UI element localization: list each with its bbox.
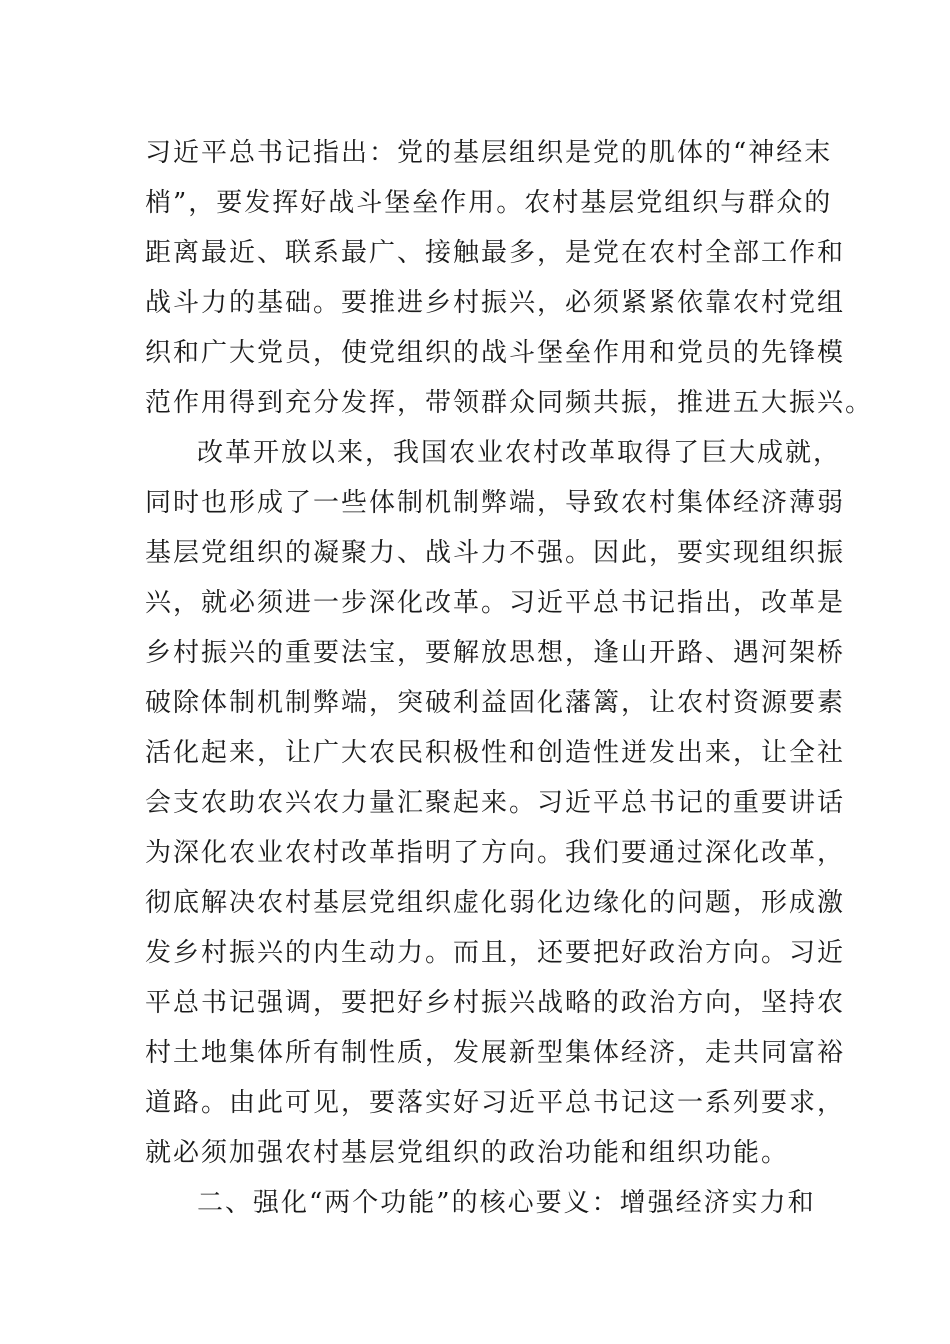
text-line: 织和广大党员，使党组织的战斗堡垒作用和党员的先锋模	[145, 338, 846, 368]
text-line: 破除体制机制弊端，突破利益固化藩篱，让农村资源要素	[145, 688, 846, 718]
text-line: 活化起来，让广大农民积极性和创造性迸发出来，让全社	[145, 738, 846, 768]
text-line: 会支农助农兴农力量汇聚起来。习近平总书记的重要讲话	[145, 788, 846, 818]
text-line: 梢”，要发挥好战斗堡垒作用。农村基层党组织与群众的	[145, 188, 833, 218]
text-line: 道路。由此可见，要落实好习近平总书记这一系列要求，	[145, 1088, 846, 1118]
text-line: 兴，就必须进一步深化改革。习近平总书记指出，改革是	[145, 588, 846, 618]
text-line: 村土地集体所有制性质，发展新型集体经济，走共同富裕	[145, 1038, 846, 1068]
text-line: 就必须加强农村基层党组织的政治功能和组织功能。	[145, 1138, 790, 1168]
text-line: 基层党组织的凝聚力、战斗力不强。因此，要实现组织振	[145, 538, 846, 568]
text-line: 同时也形成了一些体制机制弊端，导致农村集体经济薄弱	[145, 488, 846, 518]
text-line: 发乡村振兴的内生动力。而且，还要把好政治方向。习近	[145, 938, 846, 968]
text-line: 习近平总书记指出：党的基层组织是党的肌体的“神经末	[145, 138, 833, 168]
text-line: 距离最近、联系最广、接触最多，是党在农村全部工作和	[145, 238, 846, 268]
text-line: 平总书记强调，要把好乡村振兴战略的政治方向，坚持农	[145, 988, 846, 1018]
text-line: 为深化农业农村改革指明了方向。我们要通过深化改革，	[145, 838, 846, 868]
text-line: 改革开放以来，我国农业农村改革取得了巨大成就，	[197, 438, 842, 468]
text-line: 乡村振兴的重要法宝，要解放思想，逢山开路、遇河架桥	[145, 638, 846, 668]
text-line: 范作用得到充分发挥，带领群众同频共振，推进五大振兴。	[145, 388, 874, 418]
text-line: 彻底解决农村基层党组织虚化弱化边缘化的问题，形成激	[145, 888, 846, 918]
text-line: 战斗力的基础。要推进乡村振兴，必须紧紧依靠农村党组	[145, 288, 846, 318]
section-heading-line: 二、强化“两个功能”的核心要义：增强经济实力和	[197, 1188, 816, 1218]
